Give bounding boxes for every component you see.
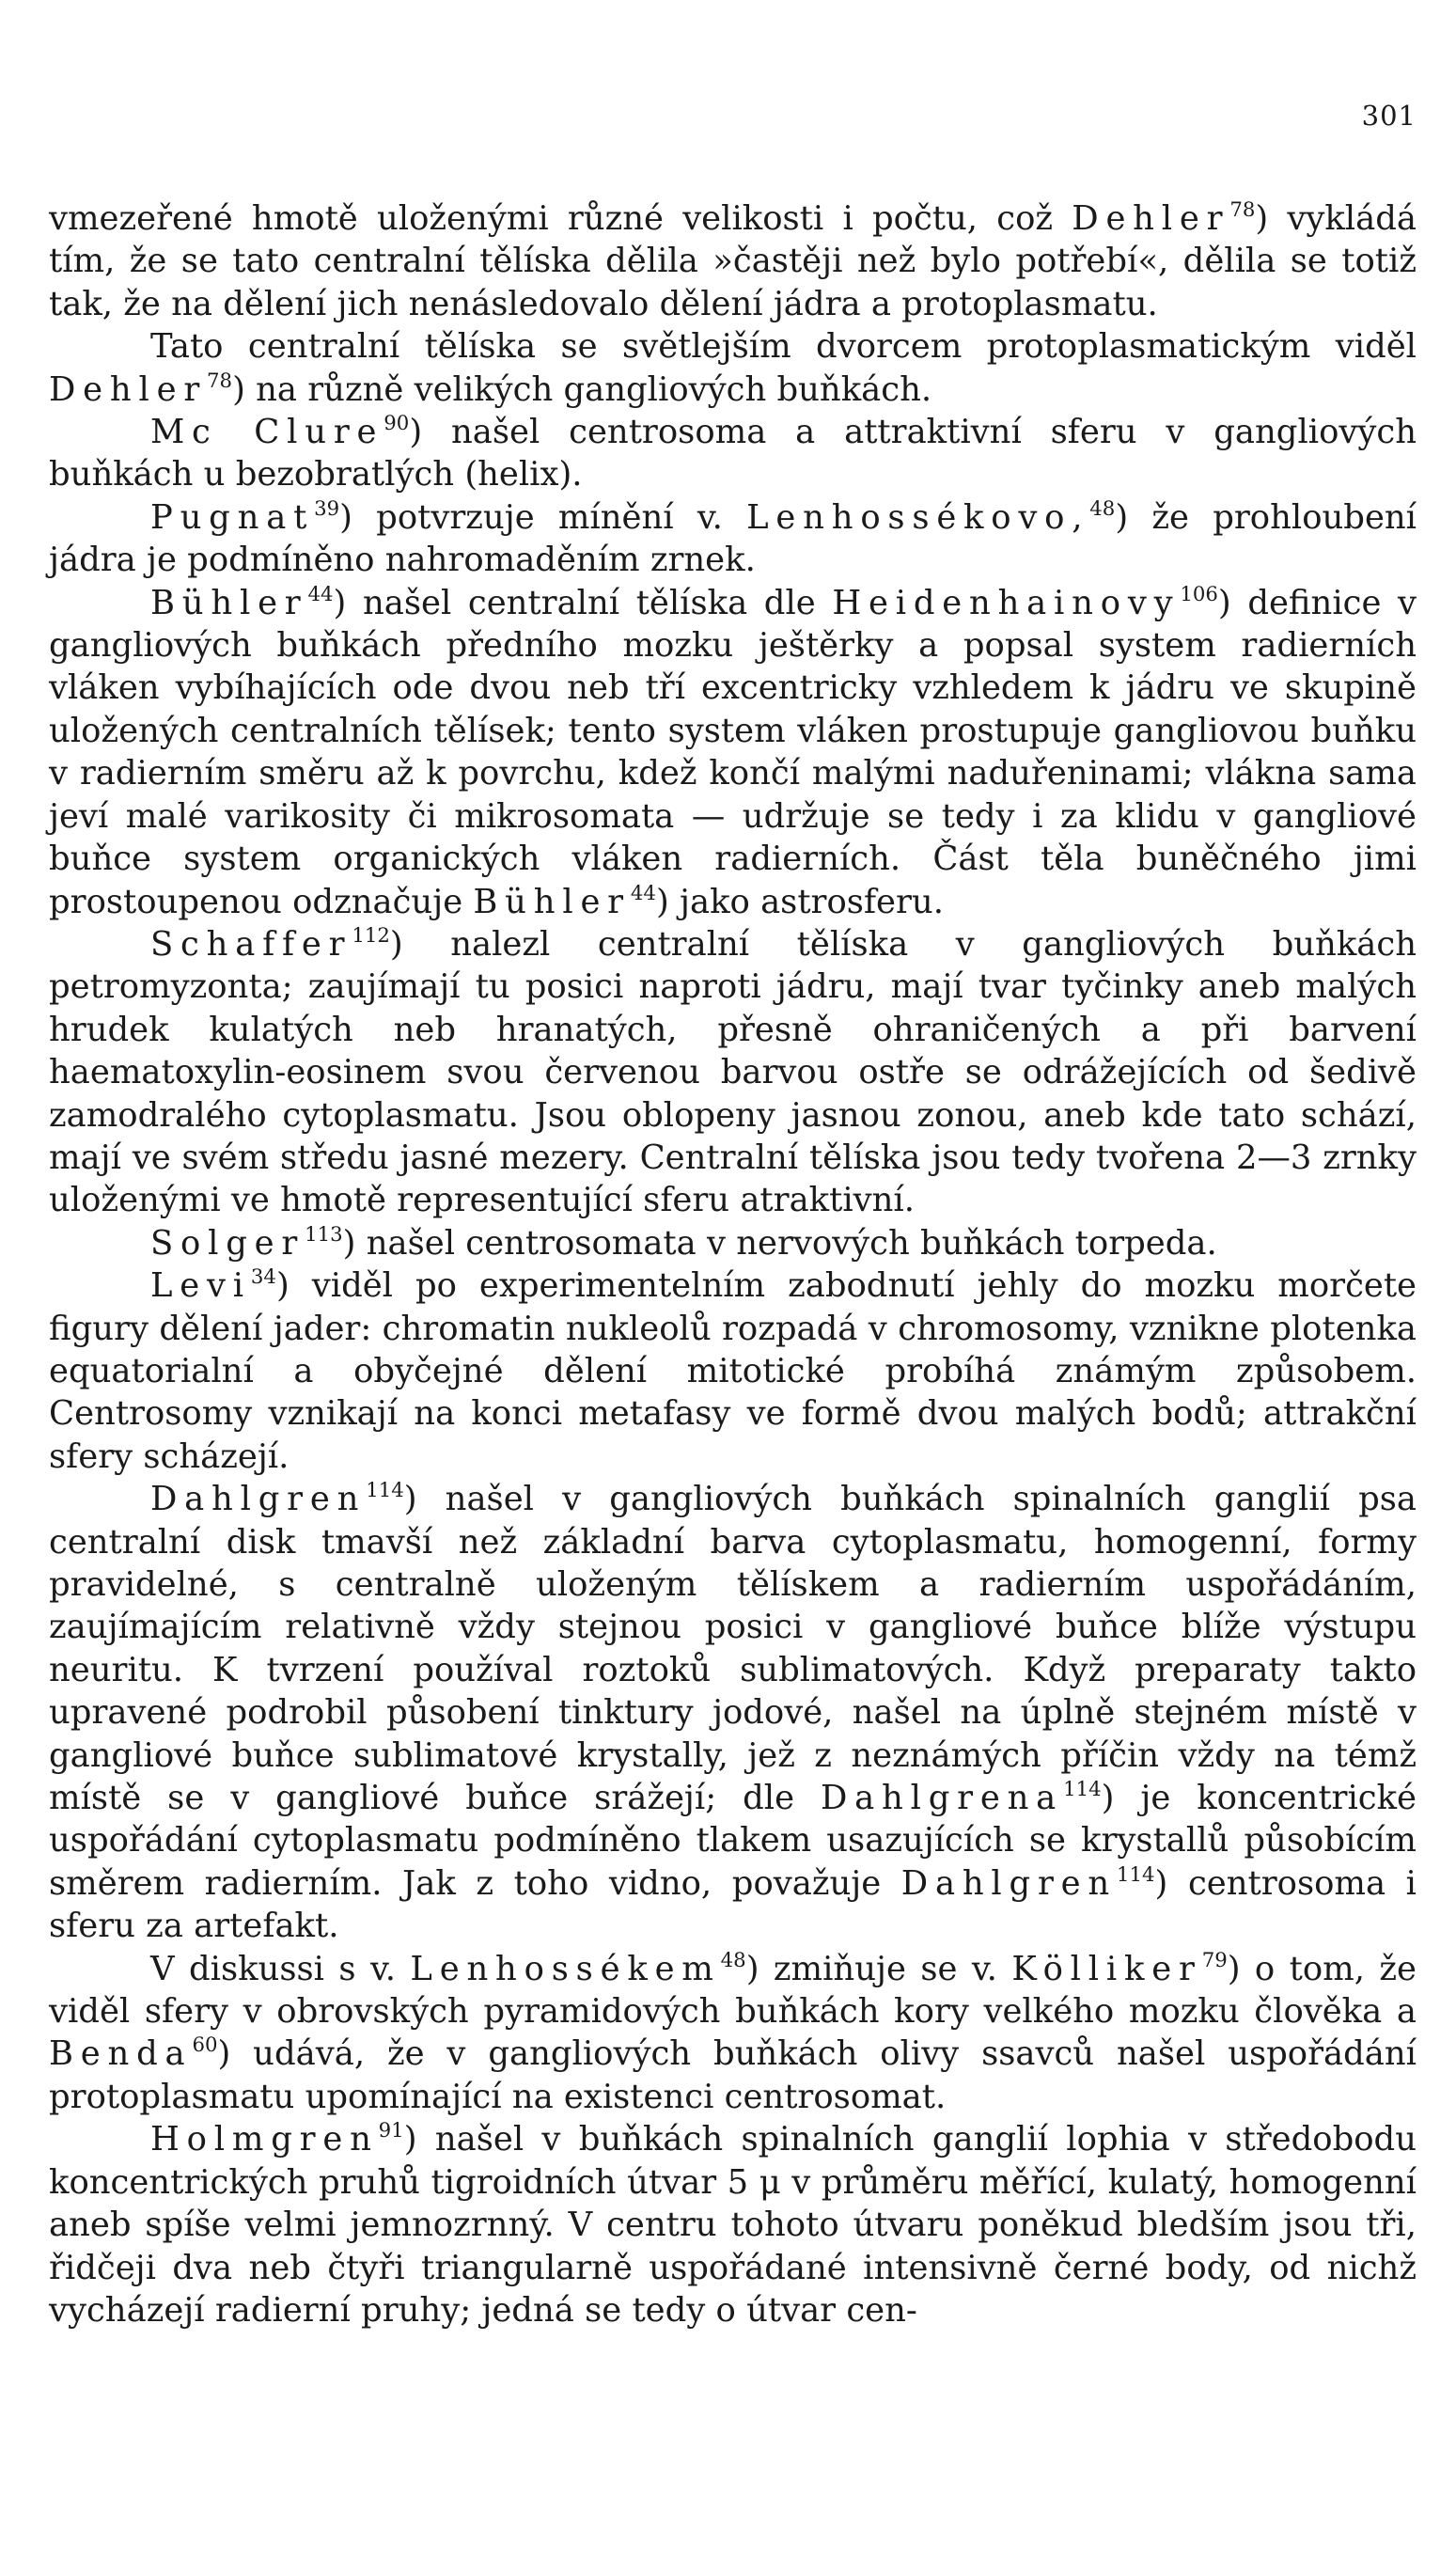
paragraph: Dahlgren$^{114}$) našel v gangliových buňkách spinalních ganglií psa centralní disk tmavší než základní barva cytoplasmatu, homogenní, formy pravidelné, s centralně uloženým tělískem a radierním uspořádáním, zaujímajícím relativně vždy stejnou posici v gangliové buňce blíže výstupu neuritu. K tvrzení používal roztoků sublimatových. Když preparaty takto upravené podrobil působení tinktury jodové, našel na úplně stejném místě v gangliové buňce sublimatové krystally, jež z neznámých příčin vždy na témž místě se v gangliové buňce srážejí; dle Dahlgrena$^{114}$) je koncentrické uspořádání cytoplasmatu podmíněno tlakem usazujících se krystallů působícím směrem radierním. Jak z toho vidno, považuje Dahlgren$^{114}$) centrosoma i sferu za artefakt. <box>49 1479 1417 1946</box>
paragraph: Schaffer$^{112}$) nalezl centralní tělíska v gangliových buňkách petromyzonta; zaujímají tu posici naproti jádru, mají tvar tyčinky aneb malých hrudek kulatých neb hranatých, přesně ohraničených a při barvení haematoxylin-eosinem svou červenou barvou ostře se odrážejících od šedivě zamodralého cytoplasmatu. Jsou oblopeny jasnou zonou, aneb kde tato schází, mají ve svém středu jasné mezery. Centralní tělíska jsou tedy tvořena 2—3 zrnky uloženými ve hmotě representující sferu atraktivní. <box>49 924 1417 1220</box>
paragraph: vmezeřené hmotě uloženými různé velikosti i počtu, což Dehler$^{78}$) vykládá tím, že se tato centralní tělíska dělila »častěji než bylo potřebí«, dělila se totiž tak, že na dělení jich nenásledovalo dělení jádra a protoplasmatu. <box>49 198 1417 323</box>
body-text <box>49 197 1417 2331</box>
paragraph: Solger$^{113}$) našel centrosomata v nervových buňkách torpeda. <box>150 1222 1217 1263</box>
paragraph: Levi$^{34}$) viděl po experimentelním zabodnutí jehly do mozku morčete figury dělení jader: chromatin nukleolů rozpadá v chromosomy, vznikne plotenka equatorialní a obyčejné dělení mitotické probíhá známým způsobem. Centrosomy vznikají na konci metafasy ve formě dvou malých bodů; attrakční sfery scházejí. <box>49 1265 1417 1476</box>
paragraph: V diskussi s v. Lenhossékem$^{48}$) zmiňuje se v. Kölliker$^{79}$) o tom, že viděl sfery v obrovských pyramidových buňkách kory velkého mozku člověka a Benda$^{60}$) udává, že v gangliových buňkách olivy ssavců našel uspořádání protoplasmatu upomínající na existenci centrosomat. <box>49 1948 1417 2116</box>
paragraph: Pugnat$^{39}$) potvrzuje mínění v. Lenhossékovo,$^{48}$) že prohloubení jádra je podmíněno nahromaděním zrnek. <box>49 497 1417 580</box>
paragraph: Tato centralní tělíska se světlejším dvorcem protoplasmatickým viděl Dehler$^{78}$) na různě velikých gangliových buňkách. <box>49 327 1417 409</box>
paragraph: Bühler$^{44}$) našel centralní tělíska dle Heidenhainovy$^{106}$) definice v gangliových buňkách předního mozku ještěrky a popsal system radierních vláken vybíhajících ode dvou neb tří excentricky vzhledem k jádru ve skupině uložených centralních tělísek; tento system vláken prostupuje gangliovou buňku v radierním směru až k povrchu, kdež končí malými naduřeninami; vlákna sama jeví malé varikosity či mikrosomata — udržuje se tedy i za klidu v gangliové buňce system organických vláken radierních. Část těla buněčného jimi prostoupenou odznačuje Bühler$^{44}$) jako astrosferu. <box>49 582 1417 921</box>
page-number: 301 <box>1361 100 1417 132</box>
paragraph: Holmgren$^{91}$) našel v buňkách spinalních ganglií lophia v středobodu koncentrických pruhů tigroidních útvar 5 μ v průměru měřící, kulatý, homogenní aneb spíše velmi jemnozrnný. V centru tohoto útvaru poněkud bledším jsou tři, řidčeji dva neb čtyři triangularně uspořádané intensivně černé body, od nichž vycházejí radierní pruhy; jedná se tedy o útvar cen- <box>49 2119 1417 2330</box>
paragraph: Mc Clure$^{90}$) našel centrosoma a attraktivní sferu v gangliových buňkách u bezobratlých (helix). <box>49 412 1417 495</box>
